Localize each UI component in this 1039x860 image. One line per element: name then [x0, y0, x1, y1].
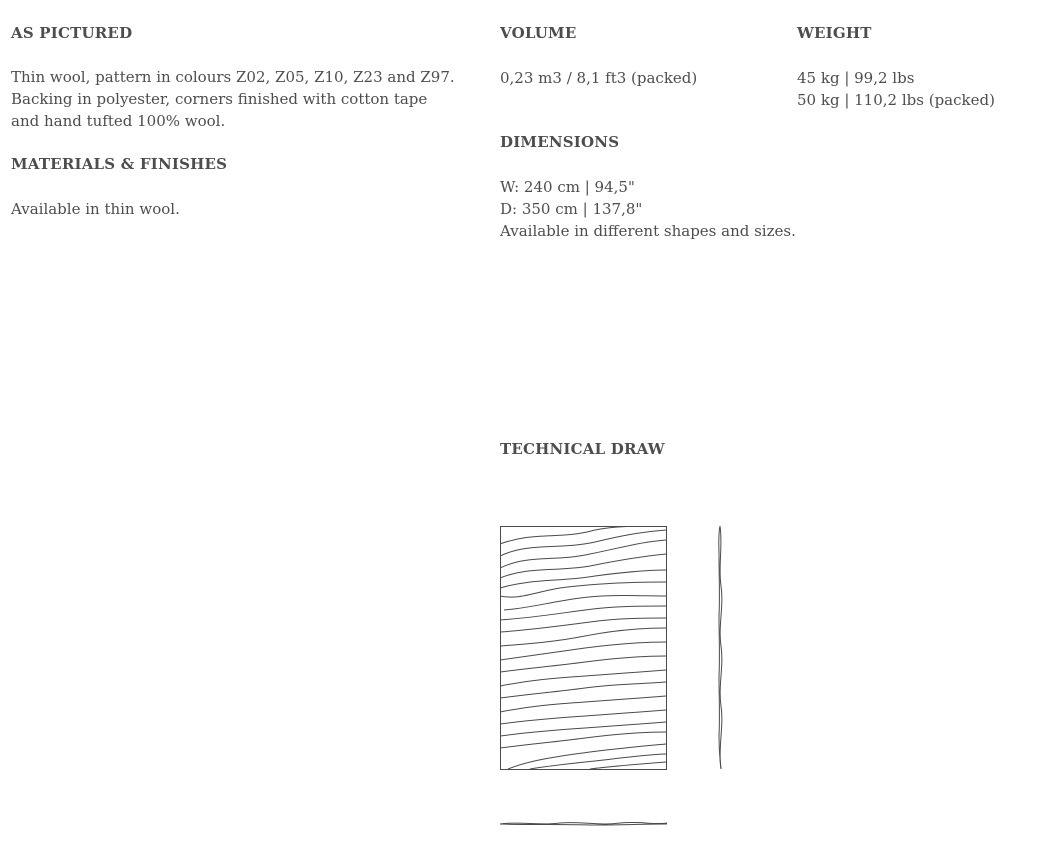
rug-front-profile-drawing — [500, 818, 668, 830]
dimensions-values — [500, 176, 796, 242]
weight-values — [797, 67, 995, 111]
rug-top-view-drawing — [500, 526, 667, 770]
as-pictured-line: Backing in polyester, corners finished with cotton tape — [11, 90, 428, 108]
as-pictured-line: and hand tufted 100% wool. — [11, 112, 226, 130]
weight-line: 50 kg | 110,2 lbs (packed) — [797, 91, 995, 109]
as-pictured-heading: AS PICTURED — [11, 24, 133, 42]
materials-description — [11, 198, 180, 220]
volume-line: 0,23 m3 / 8,1 ft3 (packed) — [500, 69, 698, 87]
dimensions-line: W: 240 cm | 94,5" — [500, 178, 635, 196]
materials-line: Available in thin wool. — [11, 200, 180, 218]
volume-value — [500, 67, 697, 89]
weight-heading: WEIGHT — [797, 24, 872, 42]
dimensions-heading: DIMENSIONS — [500, 133, 620, 151]
materials-heading: MATERIALS & FINISHES — [11, 155, 228, 173]
volume-heading: VOLUME — [500, 24, 577, 42]
rug-side-profile-drawing — [714, 526, 728, 770]
as-pictured-line: Thin wool, pattern in colours Z02, Z05, Z10, Z23 and Z97. — [11, 68, 455, 86]
dimensions-line: D: 350 cm | 137,8" — [500, 200, 643, 218]
dimensions-line: Available in different shapes and sizes. — [500, 222, 796, 240]
as-pictured-description — [11, 66, 455, 132]
weight-line: 45 kg | 99,2 lbs — [797, 69, 915, 87]
technical-draw-heading: TECHNICAL DRAW — [500, 440, 665, 458]
wave-pattern — [500, 526, 666, 769]
